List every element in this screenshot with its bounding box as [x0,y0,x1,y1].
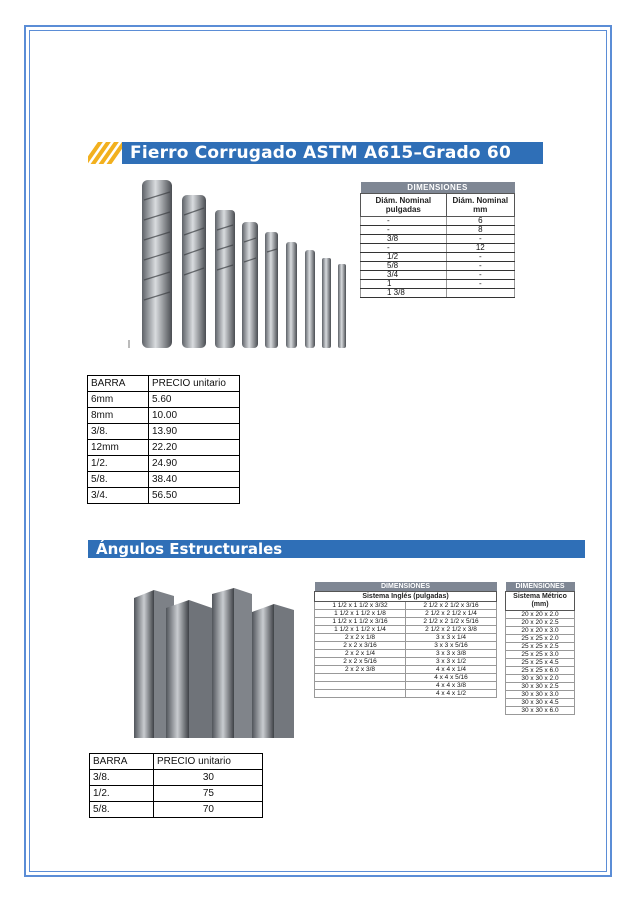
table-row: 3/4. 56.50 [88,488,240,504]
sistema-ingles-header: Sistema Inglés (pulgadas) [315,592,497,602]
table-row: 20 x 20 x 2.5 [506,619,575,627]
table-row: 8mm 10.00 [88,408,240,424]
barra-header: BARRA [88,376,149,392]
table-row: 3/4 - [361,271,515,280]
dimensions-header: DIMENSIONES [315,582,497,592]
table-row: 1 1/2 x 1 1/2 x 3/16 2 1/2 x 2 1/2 x 5/16 [315,618,497,626]
table-row: 2 x 2 x 5/16 3 x 3 x 1/2 [315,658,497,666]
yellow-stripes-icon [88,142,122,164]
table-row: 20 x 20 x 2.0 [506,611,575,619]
table-row: 1/2. 75 [90,786,263,802]
table-row: 1 1/2 x 1 1/2 x 1/8 2 1/2 x 2 1/2 x 1/4 [315,610,497,618]
table-row: 4 x 4 x 3/8 [315,682,497,690]
table-row: 30 x 30 x 2.0 [506,675,575,683]
table-row: 3/8. 30 [90,770,263,786]
barra-header: BARRA [90,754,154,770]
rebar-product-image [88,134,543,350]
rebar-bars-illustration [122,170,362,350]
precio-header: PRECIO unitario [149,376,240,392]
rebar-price-table [87,375,240,504]
table-row: 1/2 - [361,253,515,262]
table-row: 5/8. 38.40 [88,472,240,488]
table-row: 6mm 5.60 [88,392,240,408]
angles-price-table [89,753,263,818]
table-row: 1 - [361,280,515,289]
table-row: 2 x 2 x 3/8 4 x 4 x 1/4 [315,666,497,674]
table-row: 2 x 2 x 3/16 3 x 3 x 5/16 [315,642,497,650]
angles-metric-dimensions-table [505,582,575,715]
dimensions-header: DIMENSIONES [361,182,515,194]
table-row: 25 x 25 x 3.0 [506,651,575,659]
table-row: - 8 [361,226,515,235]
angle-bars-illustration [134,588,309,738]
table-row: 30 x 30 x 2.5 [506,683,575,691]
table-row: 3/8 - [361,235,515,244]
table-row: 25 x 25 x 2.5 [506,643,575,651]
table-row: - 12 [361,244,515,253]
table-row: 30 x 30 x 6.0 [506,707,575,715]
rebar-dimensions-table [360,182,515,298]
table-row: 30 x 30 x 3.0 [506,691,575,699]
table-row: - 6 [361,217,515,226]
table-row: 1 1/2 x 1 1/2 x 3/32 2 1/2 x 2 1/2 x 3/16 [315,602,497,610]
table-row: 2 x 2 x 1/8 3 x 3 x 1/4 [315,634,497,642]
table-row: 1 3/8 [361,289,515,298]
table-header-row [90,754,263,770]
angles-banner [88,540,585,558]
angles-inch-dimensions-table [314,582,497,698]
table-row: 2 x 2 x 1/4 3 x 3 x 3/8 [315,650,497,658]
precio-header: PRECIO unitario [154,754,263,770]
angles-product-image [88,540,585,740]
dimensions-header: DIMENSIONES [506,582,575,592]
table-row: 3/8. 13.90 [88,424,240,440]
table-row: 5/8. 70 [90,802,263,818]
table-row: 12mm 22.20 [88,440,240,456]
angles-banner-title: Ángulos Estructurales [96,540,283,558]
table-row: 4 x 4 x 5/16 [315,674,497,682]
diam-inch-header: Diám. Nominal pulgadas [361,194,447,217]
table-row: 25 x 25 x 6.0 [506,667,575,675]
table-row: 5/8 - [361,262,515,271]
rebar-banner-title: Fierro Corrugado ASTM A615–Grado 60 [130,143,511,163]
table-row: 25 x 25 x 2.0 [506,635,575,643]
table-row: 1/2. 24.90 [88,456,240,472]
table-row: 30 x 30 x 4.5 [506,699,575,707]
table-row: 1 1/2 x 1 1/2 x 1/4 2 1/2 x 2 1/2 x 3/8 [315,626,497,634]
table-row: 4 x 4 x 1/2 [315,690,497,698]
table-row: 25 x 25 x 4.5 [506,659,575,667]
sistema-metrico-header: Sistema Métrico (mm) [506,592,575,611]
table-row: 20 x 20 x 3.0 [506,627,575,635]
diam-mm-header: Diám. Nominal mm [446,194,514,217]
table-header-row [88,376,240,392]
rebar-banner [88,142,543,164]
